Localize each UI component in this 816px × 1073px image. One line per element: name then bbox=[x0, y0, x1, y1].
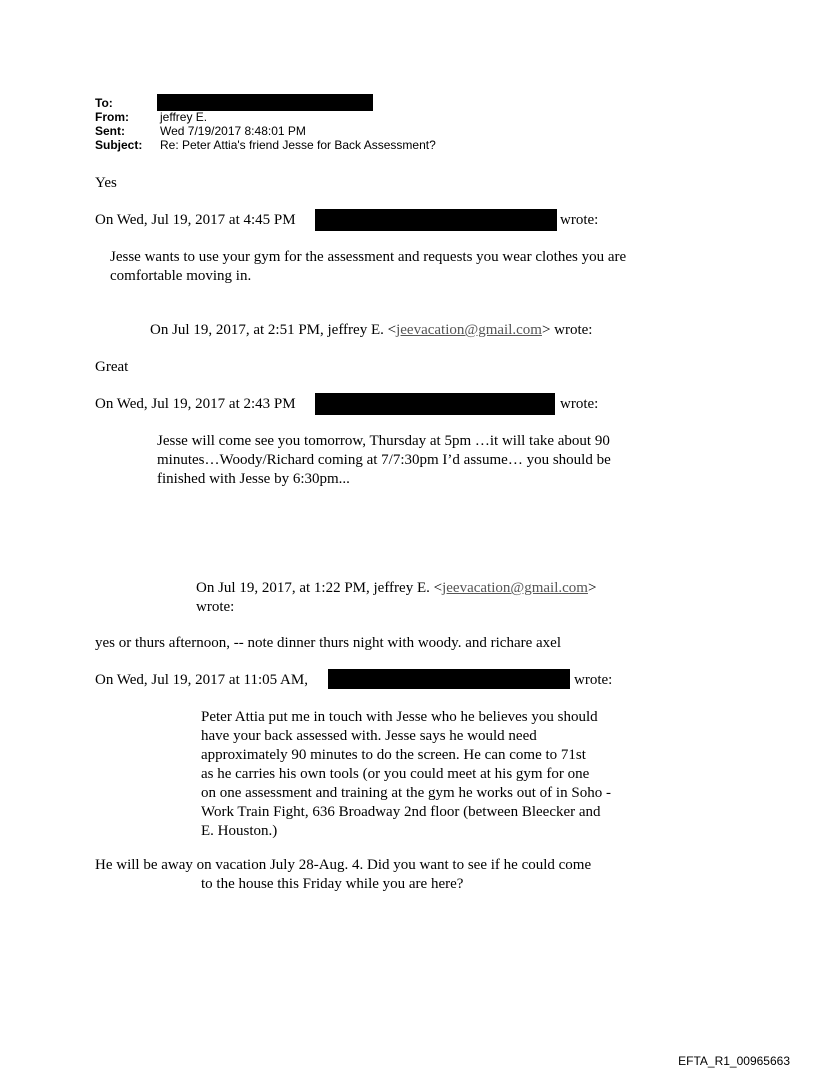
quote3-line-3: finished with Jesse by 6:30pm... bbox=[157, 471, 350, 487]
sent-value: Wed 7/19/2017 8:48:01 PM bbox=[160, 124, 306, 138]
redacted-recipient bbox=[157, 94, 373, 111]
quote3-intro: On Wed, Jul 19, 2017 at 2:43 PM bbox=[95, 396, 296, 412]
quote5-wrote: wrote: bbox=[574, 672, 613, 688]
subject-value: Re: Peter Attia's friend Jesse for Back Assessment? bbox=[160, 138, 436, 152]
quote3-line-2: minutes…Woody/Richard coming at 7/7:30pm I’d assume… you should be bbox=[157, 452, 611, 468]
quote2-intro bbox=[150, 321, 592, 340]
quote4-intro-prefix: On Jul 19, 2017, at 1:22 PM, jeffrey E. < bbox=[196, 580, 443, 596]
email-link-1[interactable]: jeevacation@gmail.com bbox=[396, 322, 542, 338]
sent-label: Sent: bbox=[95, 124, 125, 138]
quote4-intro-suffix: > bbox=[587, 580, 597, 596]
quote5-line-5: on one assessment and training at the gym he works out of in Soho - bbox=[201, 785, 611, 801]
vacation-line-1: He will be away on vacation July 28-Aug. 4. Did you want to see if he could come bbox=[95, 857, 592, 873]
redacted-sender-1 bbox=[315, 209, 557, 231]
quote1-wrote: wrote: bbox=[560, 212, 599, 228]
redacted-sender-3 bbox=[328, 669, 570, 689]
to-label: To: bbox=[95, 96, 113, 110]
quote2-intro-suffix: > wrote: bbox=[541, 322, 593, 338]
from-value: jeffrey E. bbox=[160, 110, 208, 124]
subject-label: Subject: bbox=[95, 138, 143, 152]
quote5-line-1: Peter Attia put me in touch with Jesse who he believes you should bbox=[201, 709, 598, 725]
reply-great: Great bbox=[95, 359, 129, 375]
quote5-line-3: approximately 90 minutes to do the screen. He can come to 71st bbox=[201, 747, 586, 763]
reply-yes: Yes bbox=[95, 175, 117, 191]
quote2-intro-prefix: On Jul 19, 2017, at 2:51 PM, jeffrey E. < bbox=[150, 322, 397, 338]
quote4-wrote: wrote: bbox=[196, 599, 235, 615]
document-id: EFTA_R1_00965663 bbox=[678, 1054, 790, 1068]
quote4-intro bbox=[196, 579, 596, 598]
quote3-line-1: Jesse will come see you tomorrow, Thursday at 5pm …it will take about 90 bbox=[157, 433, 610, 449]
email-link-2[interactable]: jeevacation@gmail.com bbox=[442, 580, 588, 596]
quote5-intro: On Wed, Jul 19, 2017 at 11:05 AM, bbox=[95, 672, 308, 688]
reply-thurs: yes or thurs afternoon, -- note dinner thurs night with woody. and richare axel bbox=[95, 635, 561, 651]
quote5-line-4: as he carries his own tools (or you could meet at his gym for one bbox=[201, 766, 590, 782]
quote1-intro: On Wed, Jul 19, 2017 at 4:45 PM bbox=[95, 212, 296, 228]
quote3-wrote: wrote: bbox=[560, 396, 599, 412]
from-label: From: bbox=[95, 110, 129, 124]
quote5-line-2: have your back assessed with. Jesse says he would need bbox=[201, 728, 537, 744]
quote1-line-2: comfortable moving in. bbox=[110, 268, 252, 284]
email-header bbox=[0, 0, 816, 160]
redacted-sender-2 bbox=[315, 393, 555, 415]
quote1-line-1: Jesse wants to use your gym for the assessment and requests you wear clothes you are bbox=[110, 249, 627, 265]
quote5-line-6: Work Train Fight, 636 Broadway 2nd floor (between Bleecker and bbox=[201, 804, 601, 820]
vacation-line-2: to the house this Friday while you are here? bbox=[201, 876, 464, 892]
quote5-line-7: E. Houston.) bbox=[201, 823, 278, 839]
